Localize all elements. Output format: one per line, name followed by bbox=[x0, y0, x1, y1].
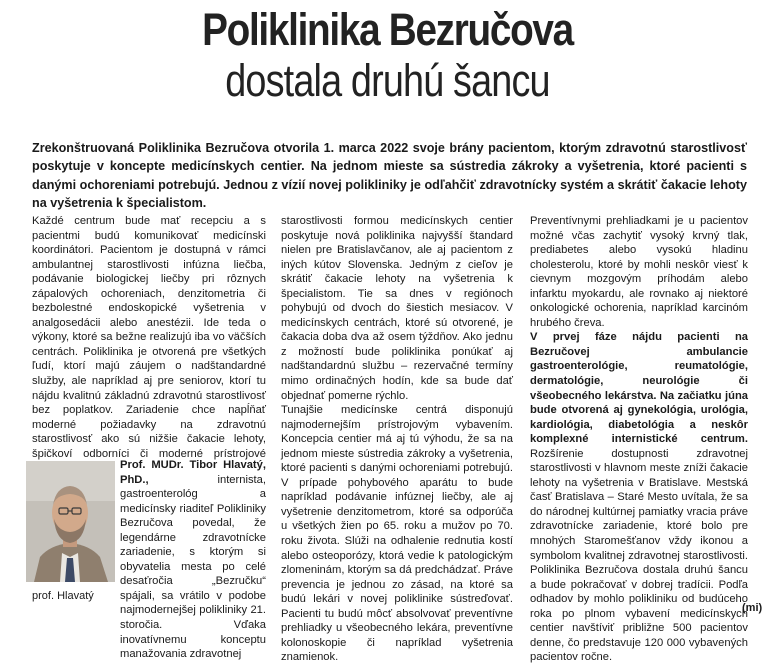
column-1 bbox=[32, 214, 266, 476]
column-1-text: Každé centrum bude mať recepciu a s pacientmi budú komunikovať medicínski koordinátori. Pacientom je dostupná v rámci ambulantnej starostlivosti infúzna liečba, podávanie biologickej liečby pri rôznych zápalových ochoreniach, denzitometria či bezbolestné endoskopické vyšetrenia v analgosedácii alebo anestézii. Ide teda o výkony, ktoré sa bežne realizujú iba vo väčších centrách. Poliklinika je otvorená pre všetkých ľudí, ktorí majú záujem o nadštandardné služby, ale napríklad aj pre seniorov, ktorí tu nájdu kvalitnú základnú zdravotnú starostlivosť bez poplatkov. Zariadenie chce napĺňať moderné požiadavky na zdravotnú starostlivosť ako sú nižšie čakacie lehoty, špičkoví odborníci či moderné prístrojové bbox=[32, 215, 266, 460]
author-signature: (mi) bbox=[742, 602, 763, 614]
column-3 bbox=[530, 214, 748, 665]
bio-name: Prof. MUDr. Tibor Hlavatý, PhD., bbox=[120, 459, 266, 486]
author-photo bbox=[26, 461, 115, 582]
column-3-paragraph-1: Preventívnymi prehliadkami je u pacientov možné včas zachytiť vysoký krvný tlak, prediabetes alebo vysokú hladinu cholesterolu, ktoré by mohli neskôr viesť k cievnym mozgovým príhodám alebo infarktu myokardu, ale rovnako aj niektoré onkologické ochorenia, napríklad karcinóm hrubého čreva. bbox=[530, 215, 748, 329]
bio-text: internista, gastroenterológ a medicínsky riaditeľ Polikliniky Bezručova povedal, že legendárne zdravotnícke zariadenie, s ktorým si obyvatelia mesta po celé desaťročia „Bezručku“ spájali, sa vrátilo v podobe najmodernejšej polikliniky 21. storočia. Vďaka inovatívnemu konceptu manažovania zdravotnej bbox=[120, 473, 266, 661]
headline-line-1: Poliklinika Bezručova bbox=[202, 4, 573, 55]
lead-paragraph: Zrekonštruovaná Poliklinika Bezručova otvorila 1. marca 2022 svoje brány pacientom, ktorým zdravotnú starostlivosť poskytuje v koncepte medicínskych centier. Na jednom mieste sa sústredia zákroky a vyšetrenia, ktoré pacienti s danými ochoreniami potrebujú. Jednou z vízií novej polikliniky je odľahčiť zdravotnícky systém a skrátiť čakacie lehoty na vyšetrenia k špecialistom. bbox=[32, 141, 747, 210]
bio-paragraph bbox=[120, 458, 266, 662]
column-3-paragraph-2 bbox=[530, 330, 748, 665]
column-2 bbox=[281, 214, 513, 665]
photo-caption: prof. Hlavatý bbox=[32, 590, 94, 602]
column-3-rest-text: Rozšírenie dostupnosti zdravotnej starostlivosti v hlavnom meste zníži čakacie lehoty na vyšetrenia v Bratislave. Mestská časť Bratislava – Staré Mesto uvítala, že sa do národnej kultúrnej pamiatky vracia práve zdravotnícke zariadenie, ktoré bolo pre mnohých Staromešťanov vždy ikonou a symbolom kvalitnej zdravotnej starostlivosti. Poliklinika Bezručova dostala druhú šancu a bude pokračovať v dobrej tradícii. Podľa odhadov by mohlo polikliniku od budúceho roka po plnom vybavení medicínskych centier navštíviť približne 500 pacientov denne, čo predstavuje 120 000 vybavených pacientov ročne. bbox=[530, 447, 748, 664]
headline-line-2: dostala druhú šancu bbox=[225, 55, 550, 106]
column-2-paragraph-1: starostlivosti formou medicínskych centier poskytuje nová poliklinika najvyšší štandard nielen pre Bratislavčanov, ale aj pacientom z iných kútov Slovenska. Jedným z cieľov je skrátiť čakacie lehoty na vyšetrenia k špecialistom. Tie sa dnes v regiónoch pohybujú od dvoch do šiestich mesiacov. V medicínskych centrách, ktoré sú otvorené, je čakacia doba dva až osem týždňov. Ako jednu z možností bude poliklinika ponúkať aj nadštandardnú službu – rezervačné termíny mimo ordinačných hodín, kde sa bude dať objednať pomerne rýchlo. bbox=[281, 215, 513, 402]
portrait-illustration bbox=[26, 461, 115, 582]
column-2-paragraph-2: Tunajšie medicínske centrá disponujú najmodernejším prístrojovým vybavením. Koncepcia centier má aj tú výhodu, že sa na jednom mieste sústredia zákroky a vyšetrenia, ktoré pacienti s danými ochoreniami potrebujú. V prípade pohybového aparátu to bude napríklad podávanie infúznej liečby, ale aj vyšetrenie denzitometrom, ktoré sa odporúča u všetkých žien po 65. roku a mužov po 70. roku života. Slúži na odhalenie rednutia kostí alebo osteoporózy, ktorá vedie k patologickým zlomeninám, ktorým sa dá predchádzať. Práve prevencia je jednou zo zásad, na ktoré sa budú lekári v novej poliklinike sústreďovať. Pacienti tu budú môcť absolvovať preventívne prehliadky u všeobecného lekára, preventívne kolonoskopie či napríklad vyšetrenia znamienok. bbox=[281, 404, 513, 664]
column-3-bold-text: V prvej fáze nájdu pacienti na Bezručovej ambulancie gastroenterológie, reumatológie, dermatológie, neurológie či všeobecného lekárstva. Na začiatku júna bude otvorená aj gynekológia, urológia, kardiológia, diabetológia a neskôr komplexné internistické centrum. bbox=[530, 331, 748, 446]
headline bbox=[0, 4, 775, 106]
